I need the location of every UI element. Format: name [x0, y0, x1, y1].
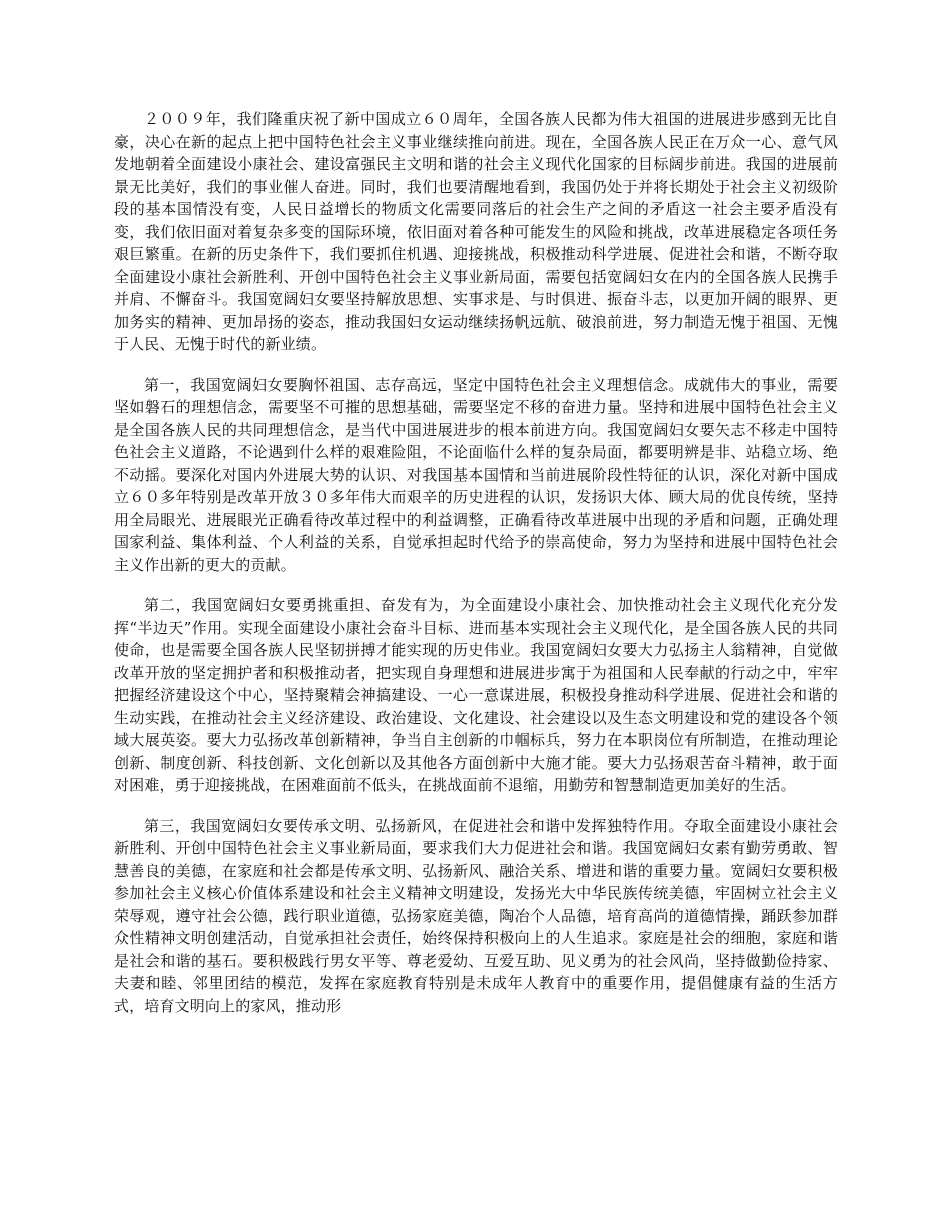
paragraph-third-point: 第三，我国宽阔妇女要传承文明、弘扬新风，在促进社会和谐中发挥独特作用。夺取全面建设小康社会新胜利、开创中国特色社会主义事业新局面，要求我们大力促进社会和谐。我国宽阔妇女素有勤劳勇敢、智慧善良的美德，在家庭和社会都是传承文明、弘扬新风、融洽关系、增进和谐的重要力量。宽阔妇女要积极参加社会主义核心价值体系建设和社会主义精神文明建设，发扬光大中华民族传统美德，牢固树立社会主义荣辱观，遵守社会公德，践行职业道德，弘扬家庭美德，陶冶个人品德，培育高尚的道德情操，踊跃参加群众性精神文明创建活动，自觉承担社会责任，始终保持积极向上的人生追求。家庭是社会的细胞，家庭和谐是社会和谐的基石。要积极践行男女平等、尊老爱幼、互爱互助、见义勇为的社会风尚，坚持做勤俭持家、夫妻和睦、邻里团结的模范，发挥在家庭教育特别是未成年人教育中的重要作用，提倡健康有益的生活方式，培育文明向上的家风，推动形: [114, 816, 838, 1015]
paragraph-intro: ２００９年，我们隆重庆祝了新中国成立６０周年，全国各族人民都为伟大祖国的进展进步感到无比自豪，决心在新的起点上把中国特色社会主义事业继续推向前进。现在，全国各族人民正在万众一心、意气风发地朝着全面建设小康社会、建设富强民主文明和谐的社会主义现代化国家的目标阔步前进。我国的进展前景无比美好，我们的事业催人奋进。同时，我们也要清醒地看到，我国仍处于并将长期处于社会主义初级阶段的基本国情没有变，人民日益增长的物质文化需要同落后的社会生产之间的矛盾这一社会主要矛盾没有变，我们依旧面对着复杂多变的国际环境，依旧面对着各种可能发生的风险和挑战，改革进展稳定各项任务艰巨繁重。在新的历史条件下，我们要抓住机遇、迎接挑战，积极推动科学进展、促进社会和谐，不断夺取全面建设小康社会新胜利、开创中国特色社会主义事业新局面，需要包括宽阔妇女在内的全国各族人民携手并肩、不懈奋斗。我国宽阔妇女要坚持解放思想、实事求是、与时俱进、振奋斗志，以更加开阔的眼界、更加务实的精神、更加昂扬的姿态，推动我国妇女运动继续扬帆远航、破浪前进，努力制造无愧于祖国、无愧于人民、无愧于时代的新业绩。: [114, 110, 838, 353]
paragraph-second-point: 第二，我国宽阔妇女要勇挑重担、奋发有为，为全面建设小康社会、加快推动社会主义现代化充分发挥“半边天”作用。实现全面建设小康社会奋斗目标、进而基本实现社会主义现代化，是全国各族人民的共同使命，也是需要全国各族人民坚韧拼搏才能实现的历史伟业。我国宽阔妇女要大力弘扬主人翁精神，自觉做改革开放的坚定拥护者和积极推动者，把实现自身理想和进展进步寓于为祖国和人民奉献的行动之中，牢牢把握经济建设这个中心，坚持聚精会神搞建设、一心一意谋进展，积极投身推动科学进展、促进社会和谐的生动实践，在推动社会主义经济建设、政治建设、文化建设、社会建设以及生态文明建设和党的建设各个领域大展英姿。要大力弘扬改革创新精神，争当自主创新的巾帼标兵，努力在本职岗位有所制造，在推动理论创新、制度创新、科技创新、文化创新以及其他各方面创新中大施才能。要大力弘扬艰苦奋斗精神，敢于面对困难，勇于迎接挑战，在困难面前不低头，在挑战面前不退缩，用勤劳和智慧制造更加美好的生活。: [114, 596, 838, 794]
paragraph-first-point: 第一，我国宽阔妇女要胸怀祖国、志存高远，坚定中国特色社会主义理想信念。成就伟大的事业，需要坚如磐石的理想信念，需要坚不可摧的思想基础，需要坚定不移的奋进力量。坚持和进展中国特色社会主义是全国各族人民的共同理想信念，是当代中国进展进步的根本前进方向。我国宽阔妇女要矢志不移走中国特色社会主义道路，不论遇到什么样的艰难险阻，不论面临什么样的复杂局面，都要明辨是非、站稳立场、绝不动摇。要深化对国内外进展大势的认识、对我国基本国情和当前进展阶段性特征的认识，深化对新中国成立６０多年特别是改革开放３０多年伟大而艰辛的历史进程的认识，发扬识大体、顾大局的优良传统，坚持用全局眼光、进展眼光正确看待改革过程中的利益调整，正确看待改革进展中出现的矛盾和问题，正确处理国家利益、集体利益、个人利益的关系，自觉承担起时代给予的崇高使命，努力为坚持和进展中国特色社会主义作出新的更大的贡献。: [114, 375, 838, 574]
